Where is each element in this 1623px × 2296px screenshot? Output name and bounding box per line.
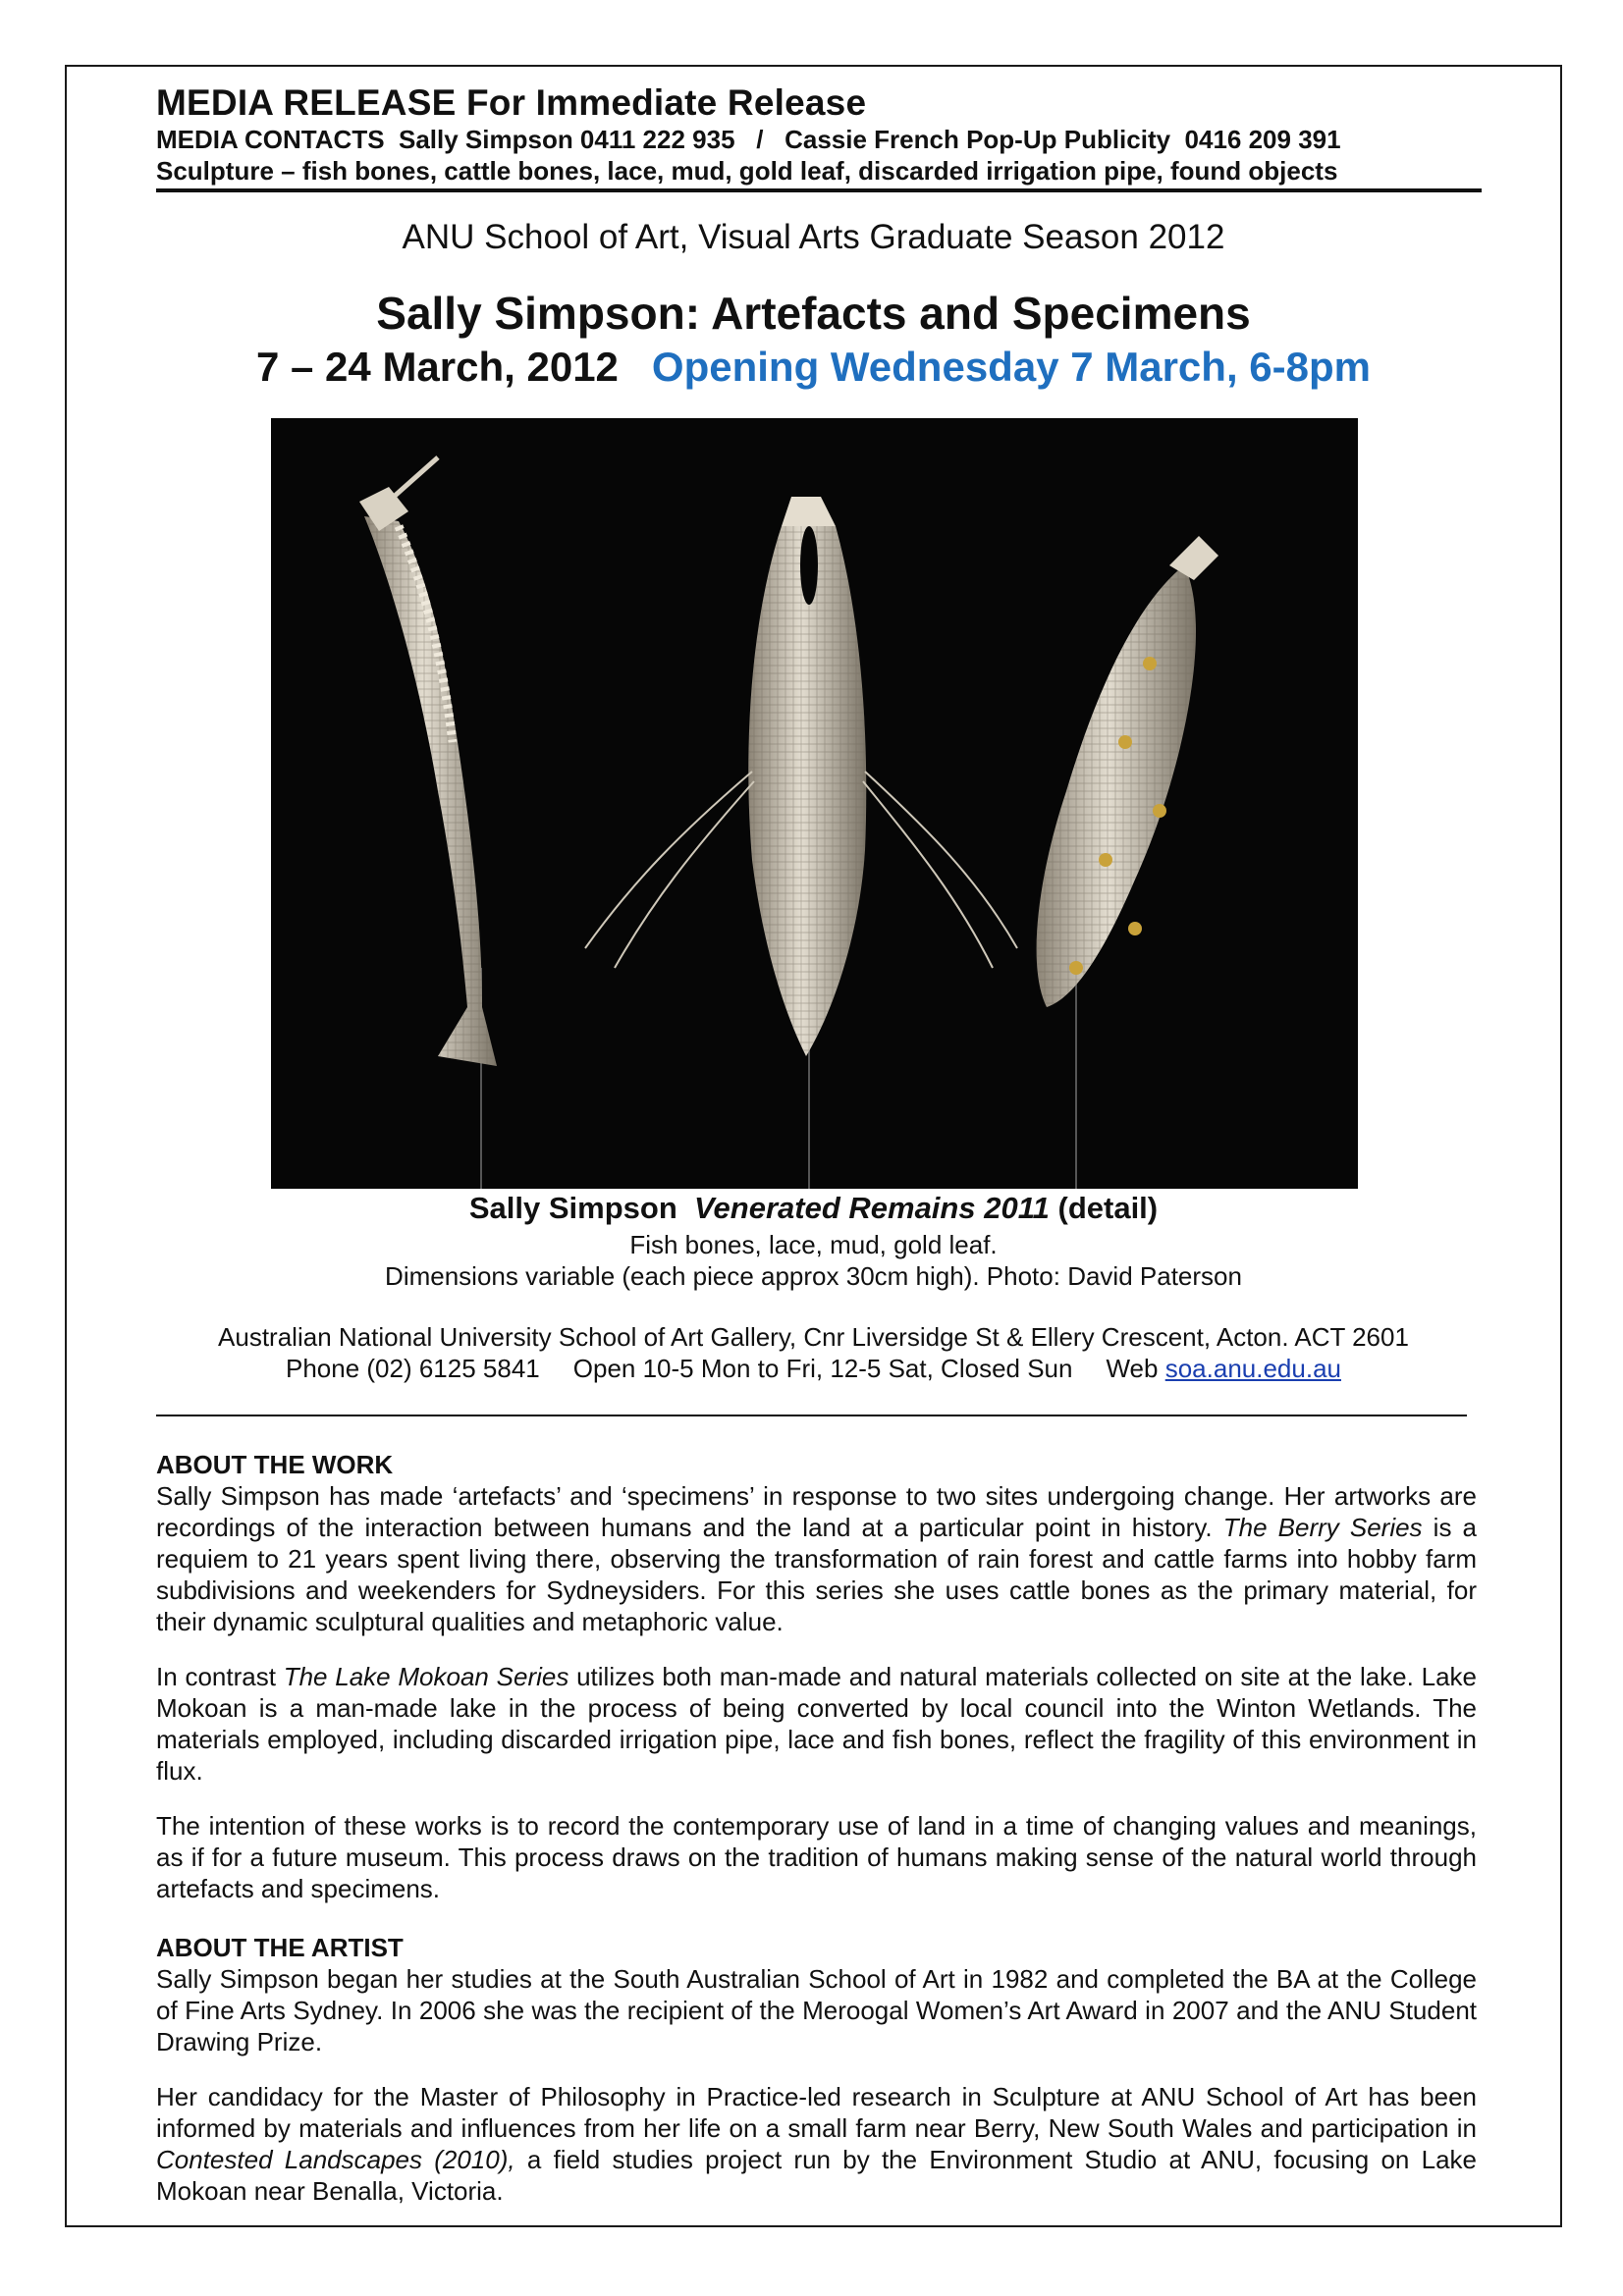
venue-phone: Phone (02) 6125 5841: [285, 1354, 540, 1383]
photo-caption-title: [65, 1189, 1562, 1228]
exhibition-title: Sally Simpson: Artefacts and Specimens: [376, 288, 1251, 339]
about-artist-section: [156, 1932, 1477, 2207]
caption-work: Venerated Remains 2011: [694, 1191, 1050, 1225]
header-divider: [156, 188, 1482, 192]
media-contacts: MEDIA CONTACTS Sally Simpson 0411 222 935 / Cassie French Pop-Up Publicity 0416 209 391: [156, 125, 1341, 154]
about-work-paragraph-3: The intention of these works is to record the contemporary use of land in a time of changing values and meanings, as if for a future museum. This process draws on the tradition of humans making sense of the natural world through artefacts and specimens.: [156, 1811, 1477, 1903]
about-work-heading: ABOUT THE WORK: [156, 1450, 394, 1479]
about-work-paragraph-2: In contrast The Lake Mokoan Series utilizes both man-made and natural materials collected on site at the lake. Lake Mokoan is a man-made lake in the process of being converted by local council into the Winton Wetlands. The materials employed, including discarded irrigation pipe, lace and fish bones, reflect the fragility of this environment in flux.: [156, 1662, 1478, 1786]
website-link[interactable]: soa.anu.edu.au: [1164, 1354, 1341, 1383]
artwork-illustration: [271, 418, 1358, 1189]
about-artist-heading: ABOUT THE ARTIST: [156, 1933, 404, 1962]
materials-line: Sculpture – fish bones, cattle bones, lace, mud, gold leaf, discarded irrigation pipe, found objects: [156, 156, 1338, 186]
exhibition-dates: 7 – 24 March, 2012: [256, 344, 619, 390]
caption-artist: Sally Simpson: [468, 1191, 677, 1225]
media-header: [156, 82, 1482, 187]
about-artist-paragraph-2: Her candidacy for the Master of Philosophy in Practice-led research in Sculpture at ANU School of Art has been informed by materials and influences from her life on a small farm near Berry, New South Wales and participation in Contested Landscapes (2010), a field studies project run by the Environment Studio at ANU, focusing on Lake Mokoan near Benalla, Victoria.: [156, 2082, 1477, 2206]
exhibition-dates-line: [65, 342, 1562, 393]
media-release-title: MEDIA RELEASE For Immediate Release: [156, 82, 867, 123]
caption-dimensions: Dimensions variable (each piece approx 30cm high). Photo: David Paterson: [385, 1261, 1242, 1291]
caption-detail: (detail): [1057, 1191, 1159, 1225]
venue-hours: Open 10-5 Mon to Fri, 12-5 Sat, Closed Sun: [572, 1354, 1073, 1383]
caption-materials: Fish bones, lace, mud, gold leaf.: [629, 1230, 998, 1259]
about-artist-paragraph-1: Sally Simpson began her studies at the South Australian School of Art in 1982 and completed the BA at the College of Fine Arts Sydney. In 2006 she was the recipient of the Meroogal Women’s Art Award in 2007 and the ANU Student Drawing Prize.: [156, 1964, 1477, 2056]
section-divider: [156, 1415, 1467, 1416]
about-work-paragraph-1: Sally Simpson has made ‘artefacts’ and ‘specimens’ in response to two sites undergoing change. Her artworks are recordings of the interaction between humans and the land at a particular point in history. The Berry Series is a requiem to 21 years spent living there, observing the transformation of rain forest and cattle farms into hobby farm subdivisions and weekenders for Sydneysiders. For this series she uses cattle bones as the primary material, for their dynamic sculptural qualities and metaphoric value.: [156, 1481, 1477, 1636]
about-work-section: [156, 1449, 1477, 1904]
artwork-photo: [271, 418, 1358, 1189]
opening-info: Opening Wednesday 7 March, 6-8pm: [651, 344, 1371, 390]
venue-address: Australian National University School of Art Gallery, Cnr Liversidge St & Ellery Crescent, Acton. ACT 2601: [218, 1322, 1409, 1352]
season-line: ANU School of Art, Visual Arts Graduate Season 2012: [402, 218, 1225, 256]
venue-contact-line: [65, 1353, 1562, 1384]
web-label: Web: [1106, 1354, 1159, 1383]
